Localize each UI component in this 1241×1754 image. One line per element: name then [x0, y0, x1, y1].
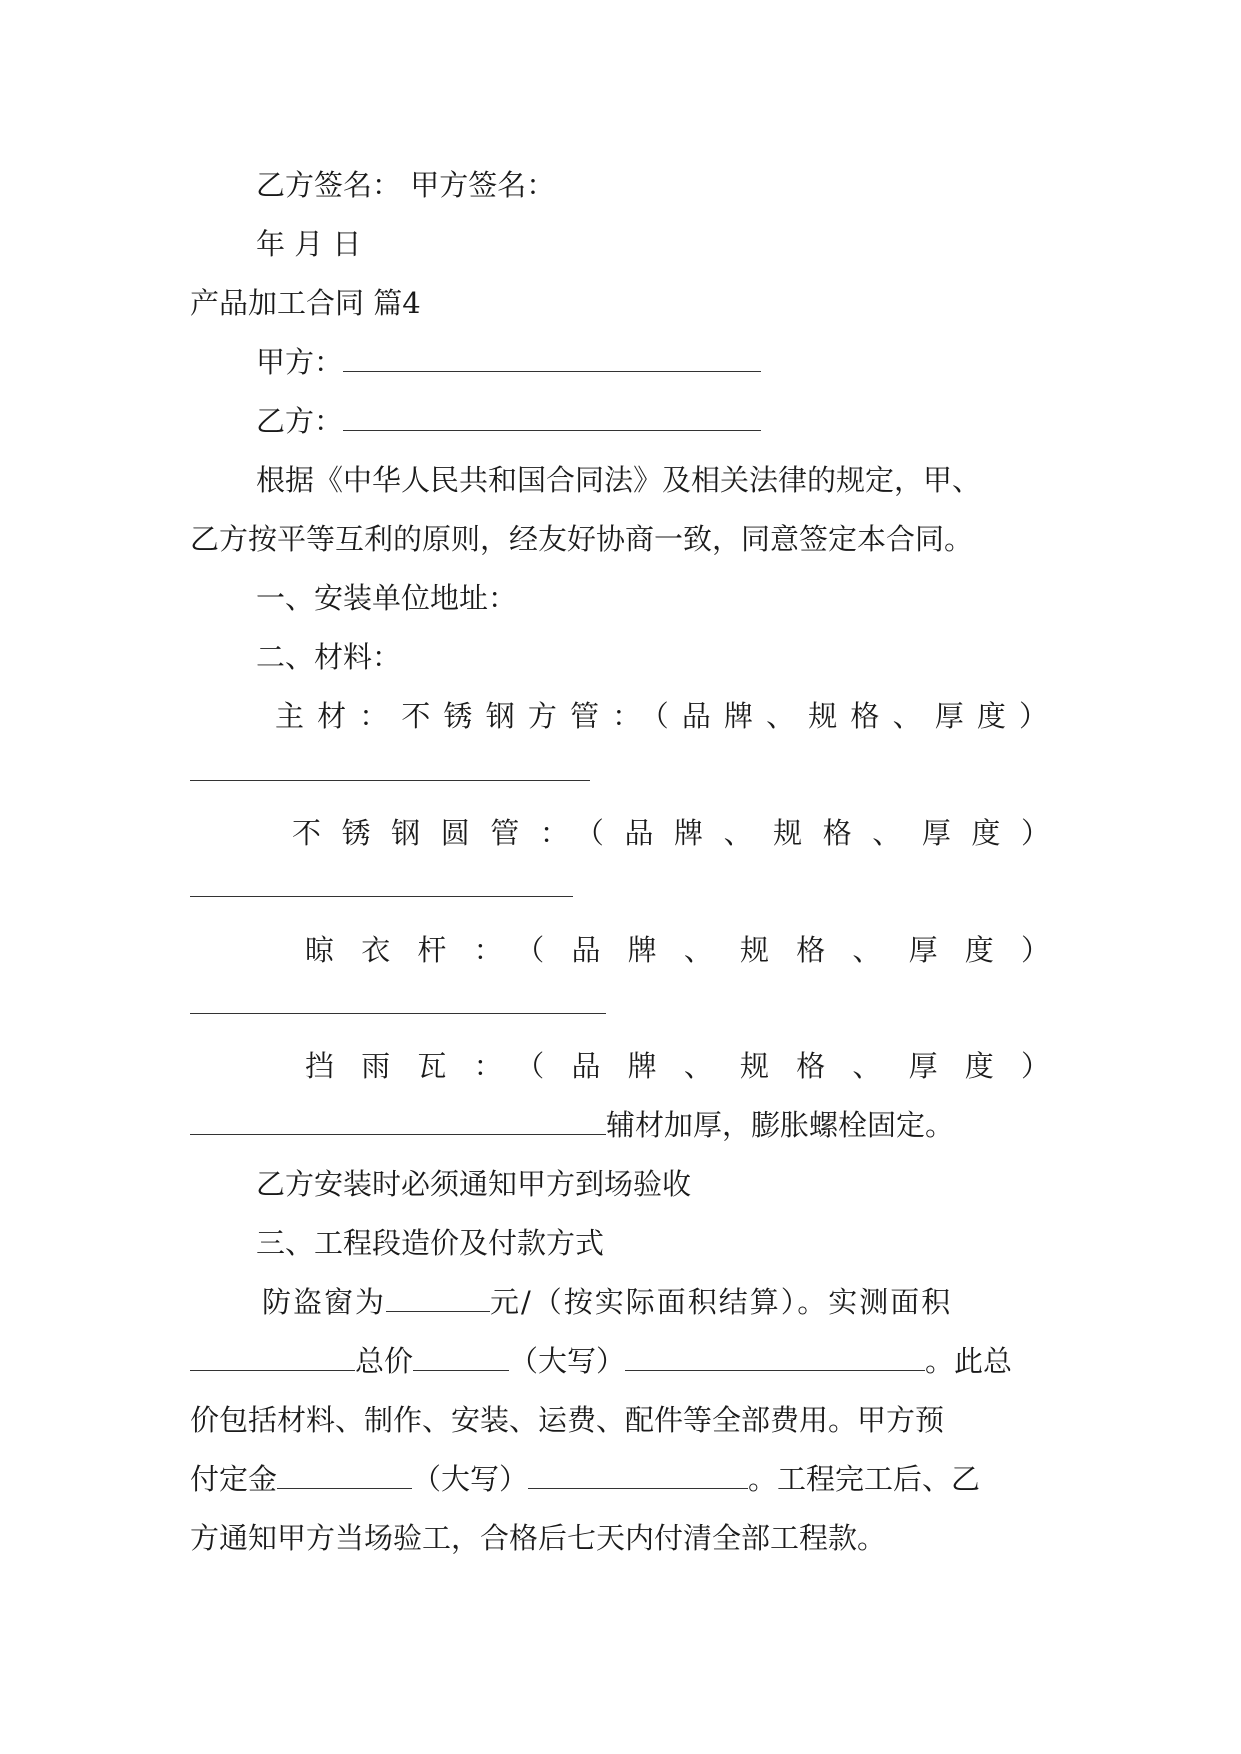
drying-rod-line: 晾衣杆：（品牌、规格、厚度）	[305, 933, 1050, 967]
party-b-label: 乙方：	[256, 404, 344, 438]
price-line-5: 方通知甲方当场验工，合格后七天内付清全部工程款。	[190, 1521, 887, 1555]
area-blank[interactable]	[190, 1344, 355, 1371]
unit-price-blank[interactable]	[386, 1285, 490, 1312]
party-a-blank[interactable]	[343, 345, 761, 372]
date-line: 年 月 日	[256, 227, 362, 261]
signature-line: 乙方签名： 甲方签名：	[256, 168, 556, 202]
price-text-1b: 元/（按实际面积结算）。实测面积	[490, 1285, 953, 1319]
price-text-1a: 防盗窗为	[262, 1285, 387, 1319]
round-pipe-blank[interactable]	[190, 896, 573, 897]
intro-line-1: 根据《中华人民共和国合同法》及相关法律的规定，甲、	[256, 463, 982, 497]
rain-tile-blank[interactable]	[190, 1108, 606, 1135]
section-title: 产品加工合同 篇4	[190, 286, 421, 320]
drying-rod-blank[interactable]	[190, 1013, 606, 1014]
party-a-row	[256, 342, 761, 382]
item-3-title: 三、工程段造价及付款方式	[256, 1226, 605, 1260]
party-a-label: 甲方：	[256, 345, 344, 379]
price-line-4	[190, 1459, 980, 1499]
total-price-words-blank[interactable]	[625, 1344, 925, 1371]
party-b-row	[256, 401, 761, 441]
rain-tile-line: 挡雨瓦：（品牌、规格、厚度）	[305, 1049, 1050, 1083]
aux-material-row	[190, 1105, 954, 1145]
price-line-1	[262, 1282, 952, 1322]
notify-line: 乙方安装时必须通知甲方到场验收	[256, 1167, 692, 1201]
price-text-2b: （大写）	[509, 1344, 626, 1378]
main-material-line: 主材：不锈钢方管：（品牌、规格、厚度）	[275, 699, 1050, 733]
price-text-2a: 总价	[355, 1344, 414, 1378]
intro-line-2: 乙方按平等互利的原则，经友好协商一致，同意签定本合同。	[190, 522, 974, 556]
price-text-4a: 付定金	[190, 1462, 278, 1496]
deposit-blank[interactable]	[277, 1462, 412, 1489]
price-text-4c: 。工程完工后、乙	[748, 1462, 981, 1496]
price-line-2	[190, 1341, 1012, 1381]
item-2-materials: 二、材料：	[256, 640, 402, 674]
price-text-4b: （大写）	[412, 1462, 529, 1496]
main-material-blank[interactable]	[190, 780, 590, 781]
price-line-3: 价包括材料、制作、安装、运费、配件等全部费用。甲方预	[190, 1403, 945, 1437]
deposit-words-blank[interactable]	[528, 1462, 748, 1489]
aux-material-text: 辅材加厚，膨胀螺栓固定。	[606, 1108, 955, 1142]
price-text-2c: 。此总	[925, 1344, 1013, 1378]
round-pipe-line: 不锈钢圆管：（品牌、规格、厚度）	[292, 816, 1050, 850]
item-1-address: 一、安装单位地址：	[256, 581, 518, 615]
total-price-blank[interactable]	[413, 1344, 509, 1371]
party-b-blank[interactable]	[343, 404, 761, 431]
